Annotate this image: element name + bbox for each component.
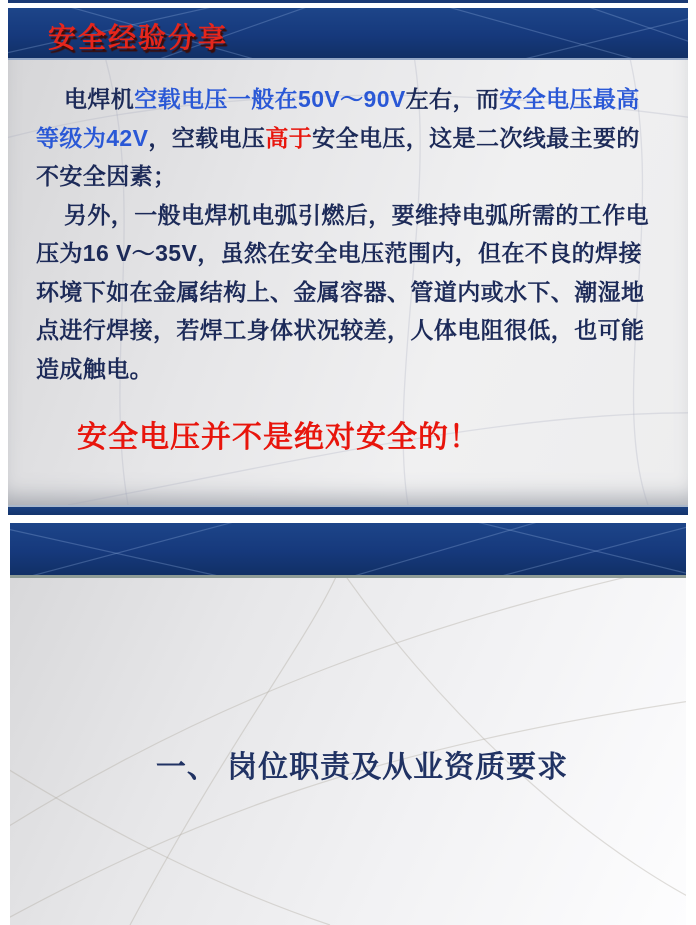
text-segment-blue: 空载电压一般在50V～90V	[134, 86, 406, 112]
text-segment-dark: 左右，而	[405, 86, 500, 112]
slide1-text-block	[36, 80, 654, 458]
slide-section-title	[10, 523, 686, 925]
paragraph-2: 另外，一般电焊机电弧引燃后，要维持电弧所需的工作电压为16 V～35V，虽然在安全电压范围内，但在不良的焊接环境下如在金属结构上、金属容器、管道内或水下、潮湿地点进行焊接，若焊工身体状况较差，人体电阻很低，也可能造成触电。	[36, 201, 649, 382]
slide1-title: 安全经验分享	[48, 22, 229, 53]
slide-safety-experience	[8, 8, 688, 515]
text-segment-blue: 安全电压最高等级为42V	[36, 86, 640, 151]
slide1-header-bar	[8, 8, 688, 60]
safety-statement: 安全电压并不是绝对安全的！	[77, 421, 480, 454]
slide2-body	[10, 578, 686, 925]
slide1-footer-bar	[8, 505, 688, 515]
text-segment-dark: 电焊机	[64, 86, 135, 112]
previous-slide-bottom-edge	[8, 0, 688, 3]
text-segment-dark: 安全电压，这是二次线最主要的不安全因素；	[36, 124, 640, 189]
slide1-body	[8, 60, 688, 505]
text-segment-red: 高于	[265, 124, 313, 151]
paragraph-1	[36, 80, 654, 196]
section-title: 一、 岗位职责及从业资质要求	[155, 751, 569, 784]
header-diagonal-lines-decoration	[10, 523, 686, 575]
slide2-header-bar	[10, 523, 686, 578]
text-segment-dark: ，空载电压	[148, 124, 266, 151]
